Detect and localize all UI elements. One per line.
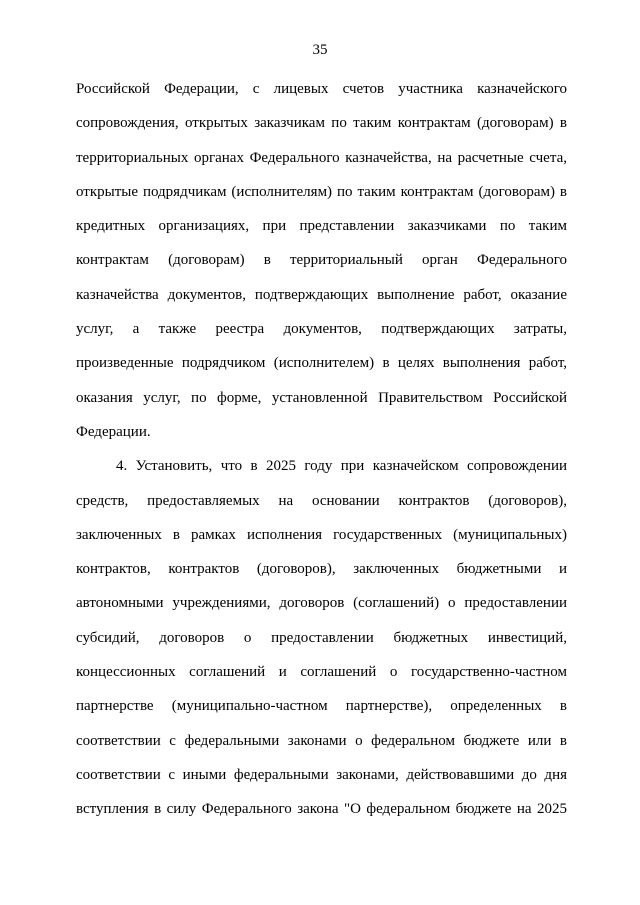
document-body — [76, 72, 567, 827]
paragraph-item-4: 4. Установить, что в 2025 году при казначейском сопровождении средств, предоставляемых на основании контрактов (договоров), заключенных в рамках исполнения государственных (муниципальных) контрактов, контрактов (договоров), заключенных бюджетными и автономными учреждениями, договоров (соглашений) о предоставлении субсидий, договоров о предоставлении бюджетных инвестиций, концессионных соглашений и соглашений о государственно-частном партнерстве (муниципально-частном партнерстве), определенных в соответствии с федеральными законами о федеральном бюджете или в соответствии с иными федеральными законами, действовавшими до дня вступления в силу Федерального закона "О федеральном бюджете на 2025 — [76, 458, 567, 818]
paragraph-continuation: Российской Федерации, с лицевых счетов участника казначейского сопровождения, открытых заказчикам по таким контрактам (договорам) в территориальных органах Федерального казначейства, на расчетные счета, открытые подрядчикам (исполнителям) по таким контрактам (договорам) в кредитных организациях, при представлении заказчиками по таким контрактам (договорам) в территориальный орган Федерального казначейства документов, подтверждающих выполнение работ, оказание услуг, а также реестра документов, подтверждающих затраты, произведенные подрядчиком (исполнителем) в целях выполнения работ, оказания услуг, по форме, установленной Правительством Российской Федерации. — [76, 81, 567, 440]
page-number: 35 — [312, 42, 328, 58]
